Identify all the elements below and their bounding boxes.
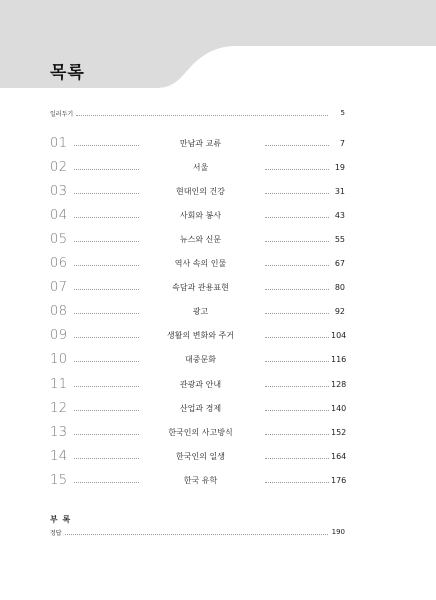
chapter-page-number: 164	[331, 451, 347, 461]
chapter-number: 11	[50, 376, 68, 392]
chapter-title: 서울	[192, 162, 209, 172]
dot-leader	[265, 361, 330, 362]
chapter-number: 14	[50, 448, 68, 464]
intro-row[interactable]	[50, 103, 345, 123]
chapter-number: 03	[50, 183, 68, 199]
chapter-number: 13	[50, 424, 68, 440]
dot-leader	[265, 145, 330, 146]
dot-leader	[265, 241, 330, 242]
chapter-page-number: 31	[334, 186, 345, 196]
chapter-title: 산업과 경제	[179, 403, 222, 413]
dot-leader	[265, 265, 330, 266]
chapter-title: 관광과 안내	[179, 379, 222, 389]
dot-leader	[74, 458, 139, 459]
dot-leader	[265, 386, 330, 387]
answers-page-number: 190	[331, 528, 345, 536]
chapter-row[interactable]	[50, 133, 345, 153]
chapter-number: 10	[50, 352, 68, 368]
chapter-page-number: 116	[331, 355, 347, 365]
chapter-row[interactable]	[50, 229, 345, 249]
chapter-page-number: 7	[339, 138, 345, 148]
chapter-page-number: 80	[334, 283, 345, 293]
chapter-page-number: 152	[331, 427, 347, 437]
intro-page-number: 5	[340, 109, 345, 117]
chapter-number: 06	[50, 256, 68, 271]
dot-leader	[74, 145, 139, 146]
chapter-page-number: 55	[334, 234, 345, 244]
chapter-page-number: 140	[331, 403, 347, 413]
dot-leader	[74, 386, 139, 387]
chapter-page-number: 19	[334, 162, 345, 172]
chapter-row[interactable]	[50, 446, 345, 466]
chapter-title: 광고	[192, 307, 209, 317]
dot-leader	[265, 482, 330, 483]
dot-leader	[265, 169, 330, 170]
dot-leader	[265, 458, 330, 459]
dot-leader	[74, 337, 139, 338]
dot-leader	[265, 313, 330, 314]
dot-leader	[74, 265, 139, 266]
chapter-title: 만남과 교류	[179, 138, 222, 148]
chapter-number: 07	[50, 280, 68, 296]
chapter-row[interactable]	[50, 205, 345, 225]
chapter-row[interactable]	[50, 254, 345, 274]
chapter-row[interactable]	[50, 157, 345, 177]
dot-leader	[74, 434, 139, 435]
chapter-title: 한국 유학	[183, 475, 218, 485]
answers-row[interactable]	[50, 522, 345, 542]
chapter-row[interactable]	[50, 398, 345, 418]
chapter-number: 04	[50, 207, 68, 223]
chapter-number: 01	[50, 135, 68, 151]
dot-leader	[265, 410, 330, 411]
dot-leader	[265, 337, 330, 338]
dot-leader	[74, 169, 139, 170]
chapter-number: 02	[50, 159, 68, 175]
chapter-title: 역사 속의 인물	[174, 259, 227, 268]
dot-leader	[74, 193, 139, 194]
chapter-number: 09	[50, 328, 68, 344]
answers-label: 정답	[50, 529, 62, 537]
chapter-page-number: 67	[334, 259, 345, 268]
chapter-page-number: 104	[331, 331, 347, 341]
dot-leader	[74, 410, 139, 411]
chapter-title: 생활의 변화와 주거	[167, 331, 234, 341]
dot-leader	[74, 482, 139, 483]
chapter-number: 08	[50, 304, 68, 320]
chapter-title: 뉴스와 신문	[179, 234, 222, 244]
chapter-row[interactable]	[50, 374, 345, 394]
chapter-number: 05	[50, 231, 68, 247]
dot-leader	[65, 534, 328, 535]
dot-leader	[74, 289, 139, 290]
page-title: 목록	[50, 63, 85, 83]
chapter-page-number: 176	[331, 475, 347, 485]
chapter-title: 한국인의 일생	[176, 451, 225, 461]
intro-label: 일러두기	[50, 110, 74, 118]
dot-leader	[265, 434, 330, 435]
chapter-number: 12	[50, 400, 68, 416]
chapter-page-number: 128	[331, 379, 347, 389]
chapter-row[interactable]	[50, 302, 345, 322]
dot-leader	[74, 217, 139, 218]
dot-leader	[74, 313, 139, 314]
dot-leader	[76, 115, 328, 116]
chapter-row[interactable]	[50, 326, 345, 346]
chapter-page-number: 92	[334, 307, 345, 317]
chapter-number: 15	[50, 472, 68, 488]
dot-leader	[74, 241, 139, 242]
chapter-row[interactable]	[50, 470, 345, 490]
dot-leader	[265, 193, 330, 194]
chapter-row[interactable]	[50, 278, 345, 298]
dot-leader	[265, 217, 330, 218]
chapter-title: 사회와 봉사	[179, 210, 222, 220]
chapter-row[interactable]	[50, 422, 345, 442]
chapter-title: 현대인의 건강	[176, 186, 225, 196]
chapter-title: 대중문화	[185, 355, 216, 365]
chapter-page-number: 43	[334, 210, 345, 220]
chapter-title: 속담과 관용표현	[172, 283, 229, 293]
chapter-row[interactable]	[50, 350, 345, 370]
chapter-title: 한국인의 사고방식	[168, 427, 233, 437]
dot-leader	[74, 361, 139, 362]
chapter-row[interactable]	[50, 181, 345, 201]
dot-leader	[265, 289, 330, 290]
appendix-heading: 부 록	[50, 515, 72, 524]
